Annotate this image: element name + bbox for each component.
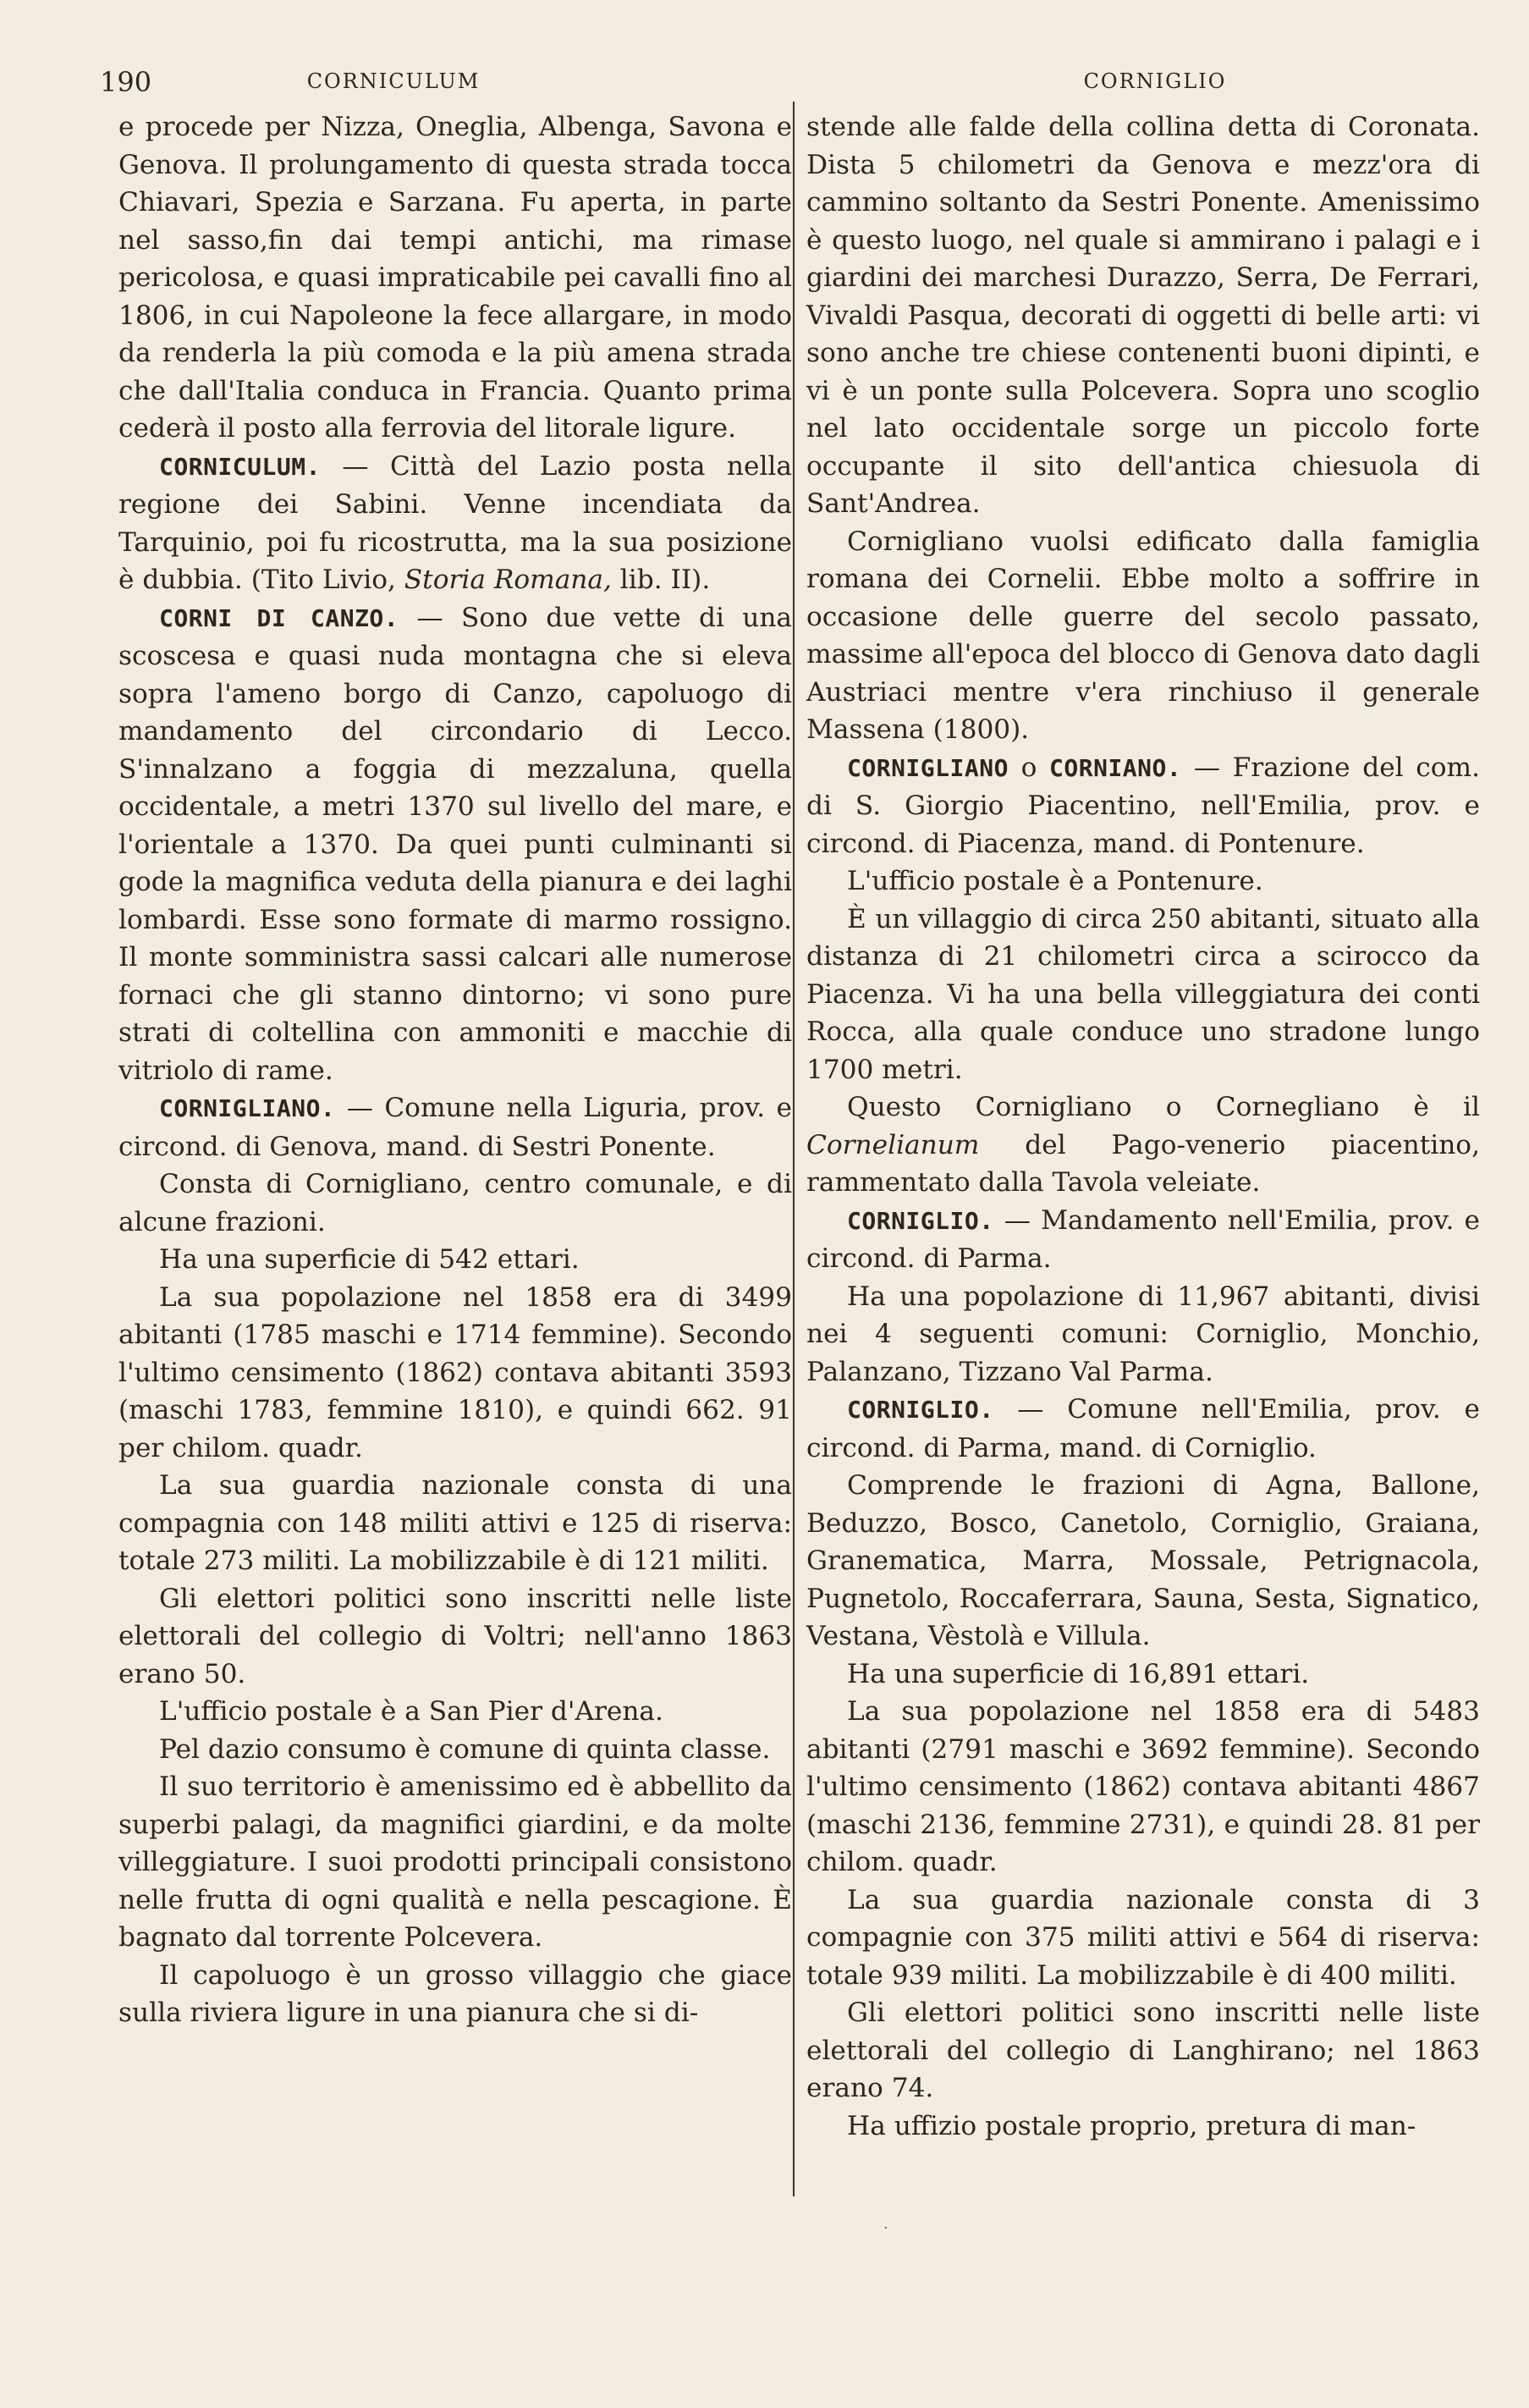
- paragraph-italic: Cornelianum: [806, 1129, 980, 1160]
- entry-heading: CORNI DI CANZO.: [159, 603, 399, 632]
- paragraph: Ha una superficie di 542 ettari.: [159, 1244, 580, 1275]
- paragraph: Gli elettori politici sono inscritti nelle liste elettorali del collegio di Voltri; nell'anno 1863 erano 50.: [118, 1583, 792, 1689]
- entry-corniglio-mandamento: [806, 1202, 1480, 1278]
- entry-heading: CORNIGLIO.: [847, 1396, 994, 1424]
- entry-corniculum: [118, 448, 792, 599]
- paragraph: La sua popolazione nel 1858 era di 3499 abitanti (1785 maschi e 1714 femmine). Secondo l'ultimo censimento (1862) contava abitanti 3593 (maschi 1783, femmine 1810), e quindi 662. 91 per chilom. quadr.: [118, 1281, 792, 1463]
- entry-heading: CORNIGLIANO.: [159, 1094, 336, 1122]
- entry-heading: CORNIGLIANO: [847, 753, 1009, 782]
- paragraph-text: Questo Cornigliano o Cornegliano è il: [847, 1092, 1480, 1122]
- paragraph: Gli elettori politici sono inscritti nelle liste elettorali del collegio di Langhirano; nel 1863 erano 74.: [806, 1997, 1480, 2103]
- column-divider: [793, 102, 795, 2196]
- paragraph: Pel dazio consumo è comune di quinta classe.: [159, 1733, 771, 1765]
- running-head-right: CORNIGLIO: [1083, 69, 1227, 93]
- entry-text: — Comune nella Liguria, prov. e circond. di Genova, mand. di Sestri Ponente.: [118, 1093, 792, 1162]
- entry-text: — Frazione del com. di S. Giorgio Piacentino, nell'Emilia, prov. e circond. di Piacenza, mand. di Pontenure.: [806, 752, 1480, 859]
- entry-text: — Comune nell'Emilia, prov. e circond. di Parma, mand. di Corniglio.: [806, 1394, 1480, 1463]
- entry-italic: Storia Romana,: [404, 565, 612, 595]
- paragraph: Il suo territorio è amenissimo ed è abbellito da superbi palagi, da magnifici giardini, e da molte villeggiature. I suoi prodotti principali consistono nelle frutta di ogni qualità e nella pescagione. È bagnato dal torrente Polcevera.: [118, 1772, 792, 1953]
- paragraph: Il capoluogo è un grosso villaggio che giace sulla riviera ligure in una pianura che si di-: [118, 1959, 792, 2028]
- paragraph-text: del Pago-venerio piacentino, rammentato dalla Tavola veleiate.: [806, 1129, 1480, 1198]
- entry-corni-di-canzo: [118, 599, 792, 1090]
- entry-cornigliano-o-corniano: [806, 749, 1480, 863]
- paragraph: Comprende le frazioni di Agna, Ballone, Beduzzo, Bosco, Canetolo, Corniglio, Graiana, Granematica, Marra, Mossale, Petrignacola, Pugnetolo, Roccaferrara, Sauna, Sesta, Signatico, Vestana, Vèstolà e Villula.: [806, 1470, 1480, 1651]
- entry-text: — Città del Lazio posta nella regione dei Sabini. Venne incendiata da Tarquinio, poi fu ricostrutta, ma la sua posizione è dubbia. (Tito Livio,: [118, 450, 792, 595]
- entry-text: o: [1008, 752, 1050, 783]
- entry-heading: CORNIGLIO.: [847, 1206, 994, 1235]
- paragraph: L'ufficio postale è a Pontenure.: [847, 866, 1263, 896]
- entry-text: — Mandamento nell'Emilia, prov. e circond. di Parma.: [806, 1204, 1480, 1274]
- paragraph: Consta di Cornigliano, centro comunale, e di alcune frazioni.: [118, 1169, 792, 1237]
- paragraph: Ha una popolazione di 11,967 abitanti, divisi nei 4 seguenti comuni: Corniglio, Monchio, Palanzano, Tizzano Val Parma.: [806, 1281, 1480, 1387]
- paragraph: Cornigliano vuolsi edificato dalla famiglia romana dei Cornelii. Ebbe molto a soffrire in occasione delle guerre del secolo passato, massime all'epoca del blocco di Genova dato dagli Austriaci mentre v'era rinchiuso il generale Massena (1800).: [806, 526, 1480, 745]
- right-column: [806, 108, 1480, 2145]
- paragraph: La sua guardia nazionale consta di una compagnia con 148 militi attivi e 125 di riserva: totale 273 militi. La mobilizzabile è di 121 militi.: [118, 1470, 792, 1576]
- paragraph: stende alle falde della collina detta di Coronata. Dista 5 chilometri da Genova e mezz'ora di cammino soltanto da Sestri Ponente. Amenissimo è questo luogo, nel quale si ammirano i palagi e i giardini dei marchesi Durazzo, Serra, De Ferrari, Vivaldi Pasqua, decorati di oggetti di belle arti: vi sono anche tre chiese contenenti buoni dipinti, e vi è un ponte sulla Polcevera. Sopra uno scoglio nel lato occidentale sorge un piccolo forte occupante il sito dell'antica chiesuola di Sant'Andrea.: [806, 112, 1480, 519]
- page-number: 190: [100, 66, 152, 98]
- paragraph: [806, 1088, 1480, 1202]
- entry-text: lib. II).: [611, 565, 711, 595]
- paragraph: L'ufficio postale è a San Pier d'Arena.: [159, 1696, 663, 1727]
- paragraph: È un villaggio di circa 250 abitanti, situato alla distanza di 21 chilometri circa a scirocco da Piacenza. Vi ha una bella villeggiatura dei conti Rocca, alla quale conduce uno stradone lungo 1700 metri.: [806, 903, 1480, 1085]
- entry-text: — Sono due vette di una scoscesa e quasi nuda montagna che si eleva sopra l'ameno borgo di Canzo, capoluogo di mandamento del circondario di Lecco. S'innalzano a foggia di mezzaluna, quella occidentale, a metri 1370 sul livello del mare, e l'orientale a 1370. Da quei punti culminanti si gode la magnifica veduta della pianura e dei laghi lombardi. Esse sono formate di marmo rossigno. Il monte somministra sassi calcari alle numerose fornaci che gli stanno dintorno; vi sono pure strati di coltellina con ammoniti e macchie di vitriolo di rame.: [118, 602, 792, 1086]
- paragraph: La sua guardia nazionale consta di 3 compagnie con 375 militi attivi e 564 di riserva: totale 939 militi. La mobilizzabile è di 400 militi.: [806, 1884, 1480, 1991]
- paragraph: e procede per Nizza, Oneglia, Albenga, Savona e Genova. Il prolungamento di questa strada tocca Chiavari, Spezia e Sarzana. Fu aperta, in parte nel sasso,fin dai tempi antichi, ma rimase pericolosa, e quasi impraticabile pei cavalli fino al 1806, in cui Napoleone la fece allargare, in modo da renderla la più comoda e la più amena strada che dall'Italia conduca in Francia. Quanto prima cederà il posto alla ferrovia del litorale ligure.: [118, 112, 792, 444]
- entry-heading: CORNIANO.: [1049, 753, 1182, 782]
- entry-corniglio-comune: [806, 1391, 1480, 1467]
- paragraph: Ha una superficie di 16,891 ettari.: [847, 1658, 1310, 1689]
- entry-heading: CORNICULUM.: [159, 452, 321, 481]
- print-speck: ·: [883, 2219, 888, 2237]
- paragraph: Ha uffizio postale proprio, pretura di man-: [847, 2110, 1416, 2141]
- running-head-left: CORNICULUM: [306, 69, 481, 93]
- entry-cornigliano: [118, 1089, 792, 1165]
- left-column: [118, 108, 792, 2032]
- paragraph: La sua popolazione nel 1858 era di 5483 abitanti (2791 maschi e 3692 femmine). Secondo l'ultimo censimento (1862) contava abitanti 4867 (maschi 2136, femmine 2731), e quindi 28. 81 per chilom. quadr.: [806, 1696, 1480, 1877]
